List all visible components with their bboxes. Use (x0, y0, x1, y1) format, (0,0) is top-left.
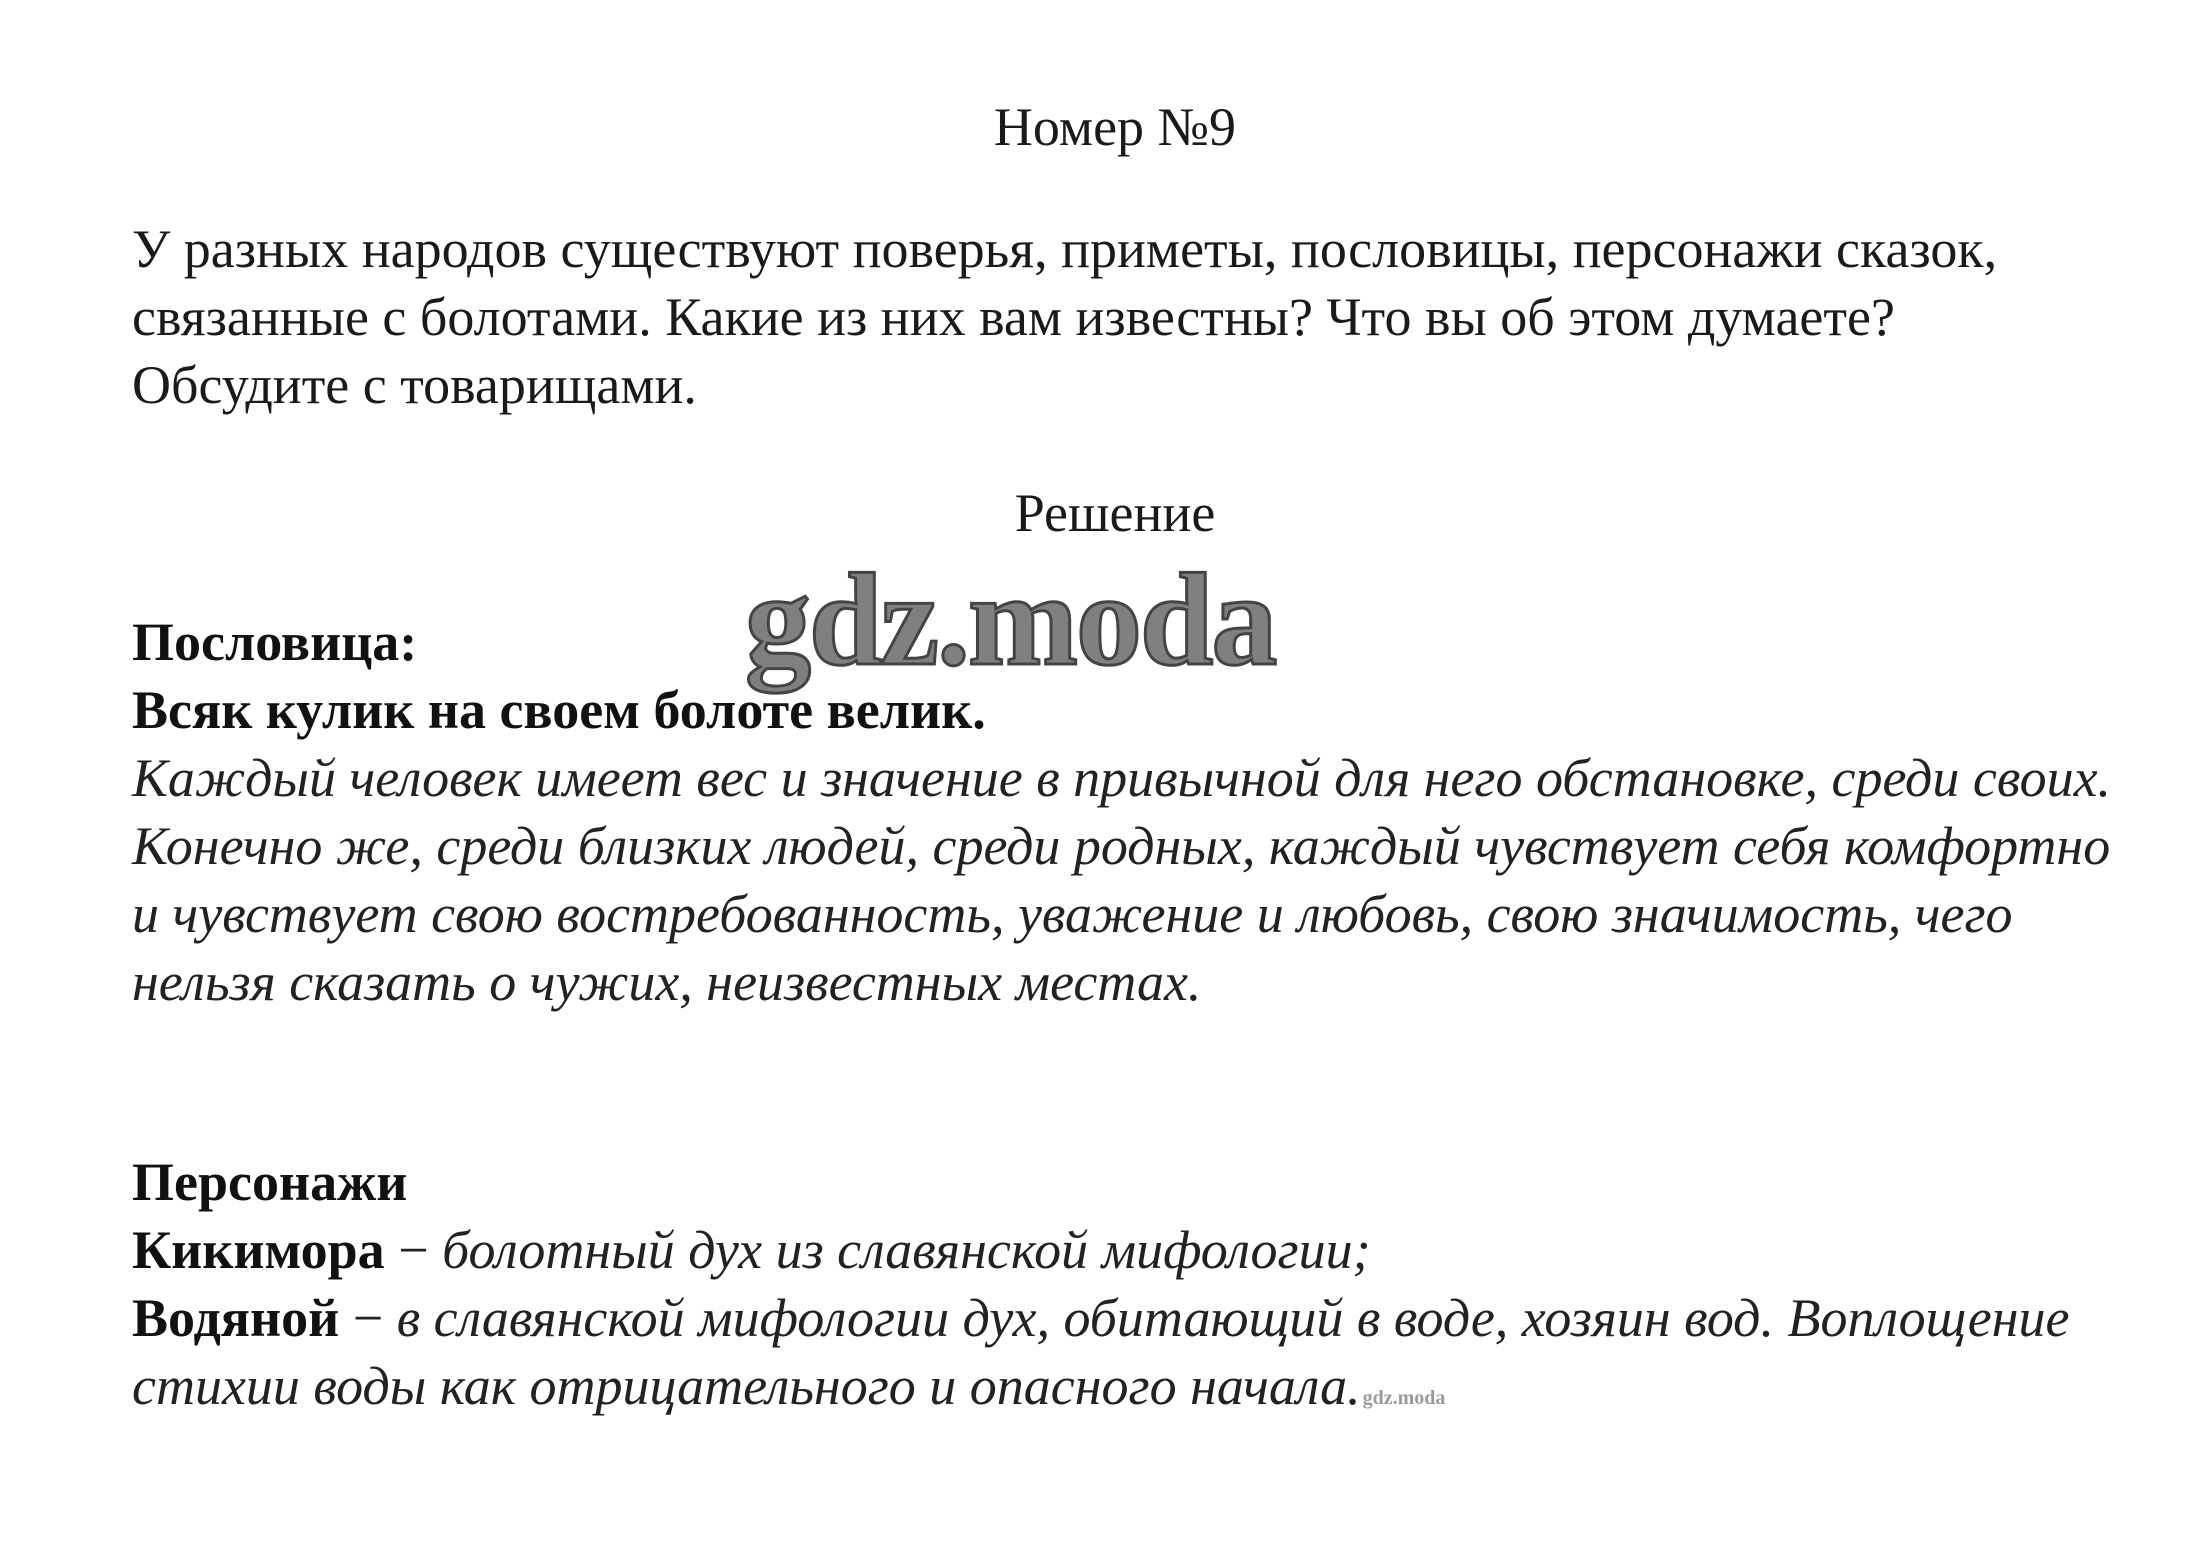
characters-heading: Персонажи (132, 1152, 408, 1212)
exercise-title: Номер №9 (993, 97, 1237, 157)
watermark-small: gdz.moda (1362, 1387, 1446, 1409)
character-name: Кикимора (132, 1220, 385, 1280)
proverb-explanation: Каждый человек имеет вес и значение в привычной для него обстановке, среди своих. Конечно же, среди близких людей, среди родных, каждый чувствует себя комфортно и чувствует свою востребованность, уважение и любовь, свою значимость, чего нельзя сказать о чужих, неизвестных местах. (132, 748, 2112, 1012)
task-text: У разных народов существуют поверья, приметы, пословицы, персонажи сказок, связанные с болотами. Какие из них вам известны? Что вы об этом думаете? Обсудите с товарищами. (132, 219, 1998, 415)
character-dash: − (398, 1220, 429, 1280)
character-description: болотный дух из славянской мифологии; (442, 1220, 1371, 1280)
solution-heading: Решение (1014, 483, 1216, 543)
proverb-heading: Пословица: (132, 612, 418, 672)
character-dash: − (352, 1288, 384, 1348)
character-item-kikimora (132, 1216, 2122, 1284)
watermark-logo: gdz.moda (745, 546, 1276, 693)
proverb-text: Всяк кулик на своем болоте велик. (132, 680, 986, 740)
character-item-vodyanoy (132, 1284, 2122, 1432)
character-name: Водяной (132, 1288, 340, 1348)
character-description: в славянской мифологии дух, обитающий в воде, хозяин вод. Воплощение стихии воды как отрицательного и опасного начала. (132, 1288, 2070, 1416)
proverb-section (132, 608, 2122, 1016)
characters-section (132, 1148, 2122, 1432)
